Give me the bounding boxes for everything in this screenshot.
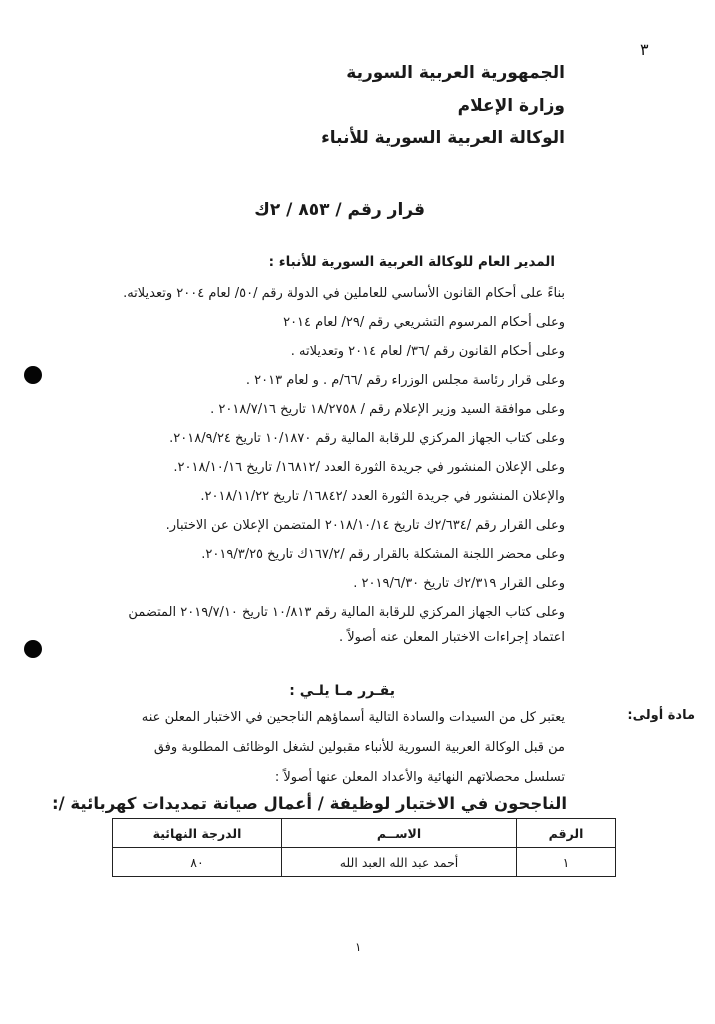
resolves-heading: يقـرر مـا يلـي : bbox=[289, 683, 395, 699]
clause-8: والإعلان المنشور في جريدة الثورة العدد /١٦٨٤٢/ تاريخ ٢٠١٨/١١/٢٢. bbox=[200, 489, 565, 504]
clause-5: وعلى موافقة السيد وزير الإعلام رقم / ١٨/٢٧٥٨ تاريخ ٢٠١٨/٧/١٦ . bbox=[210, 402, 565, 417]
clause-11: وعلى القرار ٢/٣١٩ك تاريخ ٢٠١٩/٦/٣٠ . bbox=[353, 576, 565, 591]
clause-10: وعلى محضر اللجنة المشكلة بالقرار رقم /١٦٧/٢ك تاريخ ٢٠١٩/٣/٢٥. bbox=[201, 547, 565, 562]
results-table bbox=[112, 818, 616, 877]
clause-13: اعتماد إجراءات الاختبار المعلن عنه أصولاً . bbox=[338, 630, 565, 645]
header-republic: الجمهورية العربية السورية bbox=[346, 63, 565, 83]
decision-title: قرار رقم / ٨٥٣ / ٢ك bbox=[254, 200, 425, 220]
clause-1: بناءً على أحكام القانون الأساسي للعاملين في الدولة رقم /٥٠/ لعام ٢٠٠٤ وتعديلاته. bbox=[123, 286, 565, 301]
section-title: الناجحون في الاختبار لوظيفة / أعمال صيانة تمديدات كهربائية /: bbox=[52, 794, 567, 813]
punch-hole-top bbox=[24, 366, 42, 384]
table-header-row bbox=[113, 819, 616, 848]
header-ministry: وزارة الإعلام bbox=[457, 96, 565, 116]
clause-9: وعلى القرار رقم /٢/٦٣٤ك تاريخ ٢٠١٨/١٠/١٤ المتضمن الإعلان عن الاختبار. bbox=[165, 518, 565, 533]
table-row bbox=[113, 848, 616, 877]
header-grade: الدرجة النهائية bbox=[113, 819, 282, 848]
clause-3: وعلى أحكام القانون رقم /٣٦/ لعام ٢٠١٤ وتعديلاته . bbox=[290, 344, 565, 359]
clause-4: وعلى قرار رئاسة مجلس الوزراء رقم /٦٦/م . و لعام ٢٠١٣ . bbox=[245, 373, 565, 388]
article-line-2: من قبل الوكالة العربية السورية للأنباء مقبولين لشغل الوظائف المطلوبة وفق bbox=[153, 740, 565, 755]
clause-2: وعلى أحكام المرسوم التشريعي رقم /٢٩/ لعام ٢٠١٤ bbox=[283, 315, 565, 330]
cell-number: ١ bbox=[517, 848, 616, 877]
page-number: ١ bbox=[355, 940, 362, 954]
clause-7: وعلى الإعلان المنشور في جريدة الثورة العدد /١٦٨١٢/ تاريخ ٢٠١٨/١٠/١٦. bbox=[173, 460, 565, 475]
header-name: الاســم bbox=[282, 819, 517, 848]
article-line-1: يعتبر كل من السيدات والسادة التالية أسماؤهم الناجحين في الاختبار المعلن عنه bbox=[141, 710, 565, 725]
cell-name: أحمد عبد الله العبد الله bbox=[282, 848, 517, 877]
clause-12: وعلى كتاب الجهاز المركزي للرقابة المالية رقم ١٠/٨١٣ تاريخ ٢٠١٩/٧/١٠ المتضمن bbox=[128, 605, 565, 620]
punch-hole-bottom bbox=[24, 640, 42, 658]
director-line: المدير العام للوكالة العربية السورية للأنباء : bbox=[268, 254, 555, 270]
cell-grade: ٨٠ bbox=[113, 848, 282, 877]
clause-6: وعلى كتاب الجهاز المركزي للرقابة المالية رقم ١٠/١٨٧٠ تاريخ ٢٠١٨/٩/٢٤. bbox=[169, 431, 565, 446]
article-line-3: تسلسل محصلاتهم النهائية والأعداد المعلن عنها أصولاً : bbox=[274, 770, 565, 785]
corner-mark: ٣ bbox=[640, 40, 649, 59]
header-number: الرقم bbox=[517, 819, 616, 848]
article-label: مادة أولى: bbox=[627, 708, 695, 723]
header-agency: الوكالة العربية السورية للأنباء bbox=[321, 128, 565, 148]
